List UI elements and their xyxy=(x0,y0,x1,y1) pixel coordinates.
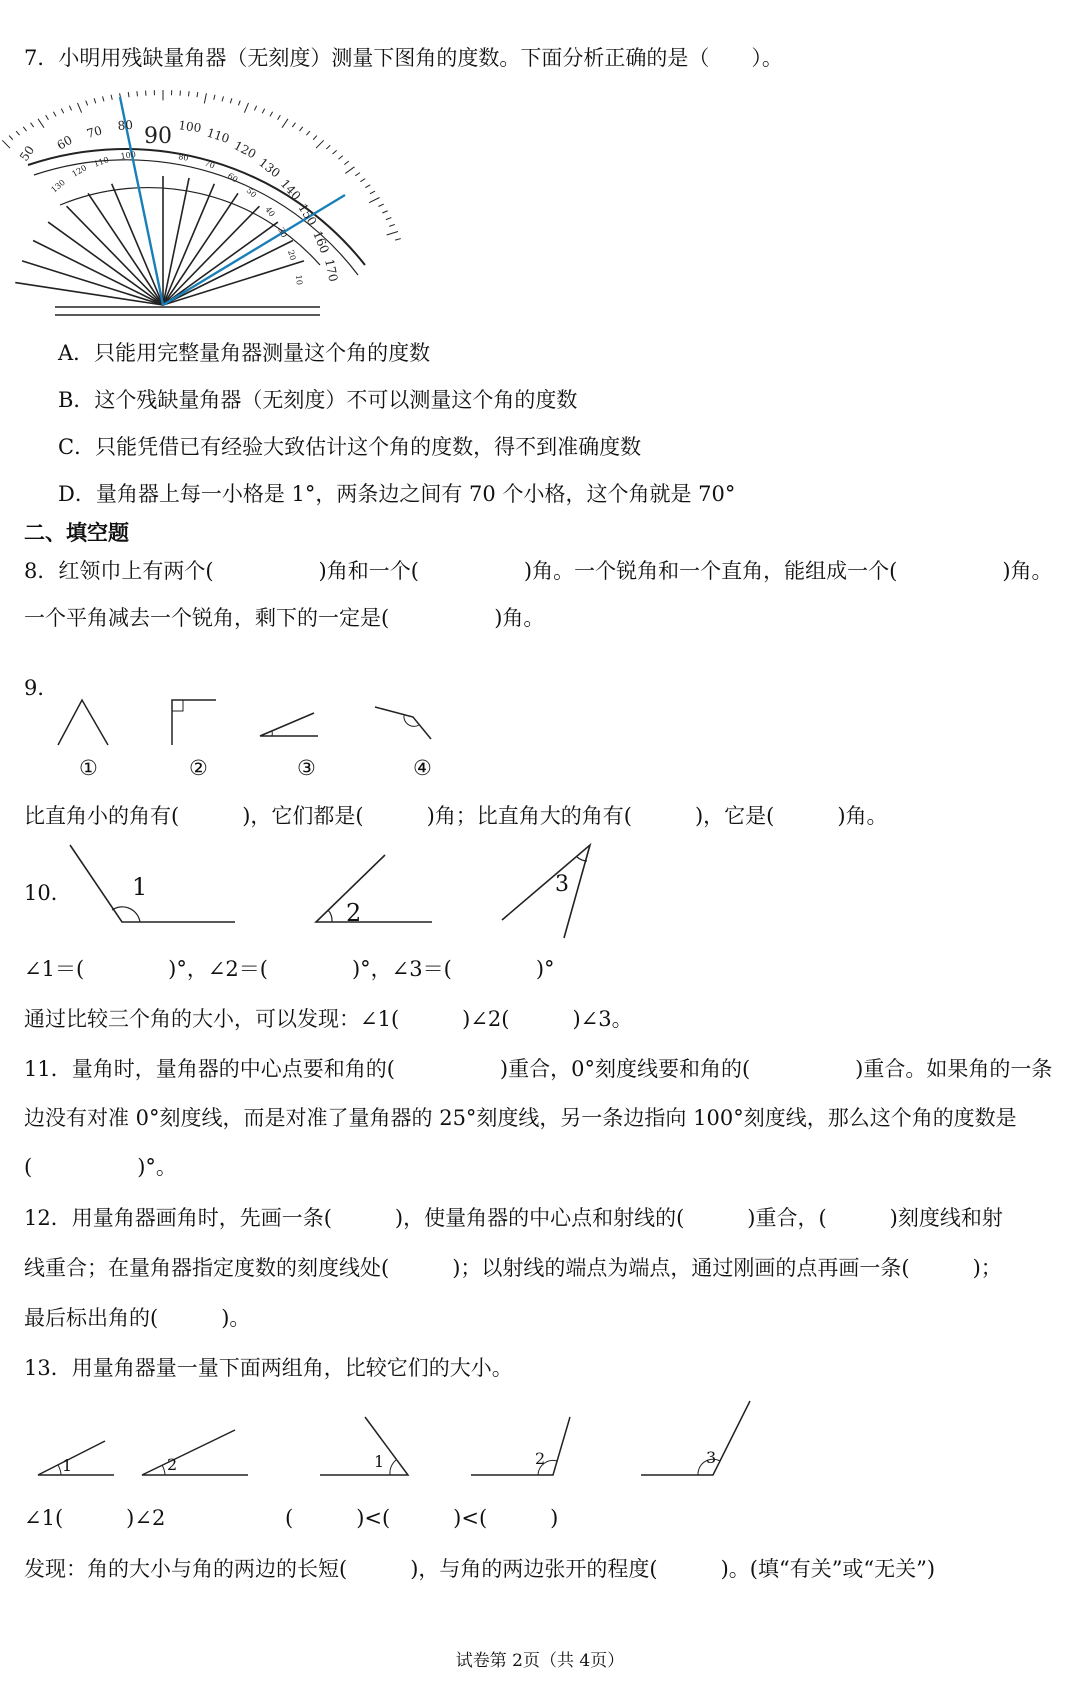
svg-text:170: 170 xyxy=(322,257,341,284)
page-footer: 试卷第 2页（共 4页） xyxy=(455,1651,625,1671)
svg-text:10: 10 xyxy=(294,274,304,286)
svg-text:140: 140 xyxy=(277,176,304,204)
q9-label-3: ③ xyxy=(297,756,316,780)
q7-option-a: A．只能用完整量角器测量这个角的度数 xyxy=(58,341,431,365)
q9-label-1: ① xyxy=(79,756,98,780)
q13-compare-2: ( )<( )<( ) xyxy=(285,1506,559,1530)
q11-line2: 边没有对准 0°刻度线，而是对准了量角器的 25°刻度线，另一条边指向 100°刻度线，那么这个角的度数是 xyxy=(24,1106,1017,1130)
q8-line2: 一个平角减去一个锐角，剩下的一定是( )角。 xyxy=(24,606,545,630)
q13-compare-1: ∠1( )∠2 xyxy=(24,1506,166,1530)
q13-finding: 发现：角的大小与角的两边的长短( )，与角的两边张开的程度( )。(填“有关”或“无关”) xyxy=(24,1557,936,1581)
svg-text:60: 60 xyxy=(54,132,75,153)
q13-stem: 13．用量角器量一量下面两组角，比较它们的大小。 xyxy=(24,1356,513,1380)
q9-label-2: ② xyxy=(189,756,208,780)
svg-text:90: 90 xyxy=(144,124,172,149)
svg-text:60: 60 xyxy=(225,171,240,185)
svg-text:160: 160 xyxy=(310,228,332,256)
q12-line1: 12．用量角器画角时，先画一条( )，使量角器的中心点和射线的( )重合，( )刻度线和射 xyxy=(24,1206,1003,1230)
q10-angle-label-1: 1 xyxy=(132,873,148,901)
q8-line1: 8．红领巾上有两个( )角和一个( )角。一个锐角和一个直角，能组成一个( )角。 xyxy=(24,559,1053,583)
svg-text:120: 120 xyxy=(70,163,89,179)
svg-text:130: 130 xyxy=(49,177,67,195)
q11-line3: ( )°。 xyxy=(24,1155,177,1179)
q13-angle-label-2: 2 xyxy=(167,1455,178,1474)
svg-text:50: 50 xyxy=(16,143,38,164)
svg-text:130: 130 xyxy=(256,155,283,181)
svg-text:120: 120 xyxy=(231,138,259,162)
svg-text:70: 70 xyxy=(203,158,217,171)
q7-stem: 7．小明用残缺量角器（无刻度）测量下图角的度数。下面分析正确的是（ ）。 xyxy=(24,46,783,70)
q12-line2: 线重合；在量角器指定度数的刻度线处( )；以射线的端点为端点，通过刚画的点再画一条( )； xyxy=(24,1256,1002,1280)
q12-line3: 最后标出角的( )。 xyxy=(24,1306,251,1330)
q10-number: 10． xyxy=(24,881,72,905)
q13-angle-label-3: 1 xyxy=(374,1452,385,1471)
svg-text:110: 110 xyxy=(205,125,232,146)
q9-label-4: ④ xyxy=(413,756,432,780)
svg-text:100: 100 xyxy=(177,118,203,136)
q13-angle-figures xyxy=(30,1395,770,1485)
svg-text:80: 80 xyxy=(177,152,190,163)
svg-text:110: 110 xyxy=(92,155,111,169)
q10-line1: ∠1＝( )°，∠2＝( )°，∠3＝( )° xyxy=(24,957,555,981)
q10-line2: 通过比较三个角的大小，可以发现：∠1( )∠2( )∠3。 xyxy=(24,1007,633,1031)
q10-angle-label-3: 3 xyxy=(555,872,569,897)
svg-text:70: 70 xyxy=(85,123,104,141)
q13-angle-label-5: 3 xyxy=(706,1448,717,1467)
q10-angle-label-2: 2 xyxy=(346,899,362,927)
q7-option-d: D．量角器上每一小格是 1°，两条边之间有 70 个小格，这个角就是 70° xyxy=(58,482,736,506)
q13-angle-label-1: 1 xyxy=(62,1456,73,1475)
q13-angle-label-4: 2 xyxy=(535,1449,546,1468)
svg-text:80: 80 xyxy=(117,117,134,133)
svg-text:30: 30 xyxy=(276,226,289,240)
q7-option-b: B．这个残缺量角器（无刻度）不可以测量这个角的度数 xyxy=(58,388,578,412)
svg-text:20: 20 xyxy=(286,249,298,262)
svg-text:100: 100 xyxy=(120,149,137,161)
q11-line1: 11．量角时，量角器的中心点要和角的( )重合，0°刻度线要和角的( )重合。如果角的一条 xyxy=(24,1057,1053,1081)
svg-text:150: 150 xyxy=(295,201,320,229)
section-heading: 二、填空题 xyxy=(24,521,129,545)
q9-text: 比直角小的角有( )，它们都是( )角；比直角大的角有( )，它是( )角。 xyxy=(24,804,888,828)
svg-text:40: 40 xyxy=(263,204,277,219)
broken-protractor-figure xyxy=(16,95,380,335)
q7-option-c: C．只能凭借已有经验大致估计这个角的度数，得不到准确度数 xyxy=(58,435,642,459)
q9-angle-figures xyxy=(50,695,490,755)
svg-text:50: 50 xyxy=(244,186,259,200)
q9-number: 9． xyxy=(24,676,59,700)
